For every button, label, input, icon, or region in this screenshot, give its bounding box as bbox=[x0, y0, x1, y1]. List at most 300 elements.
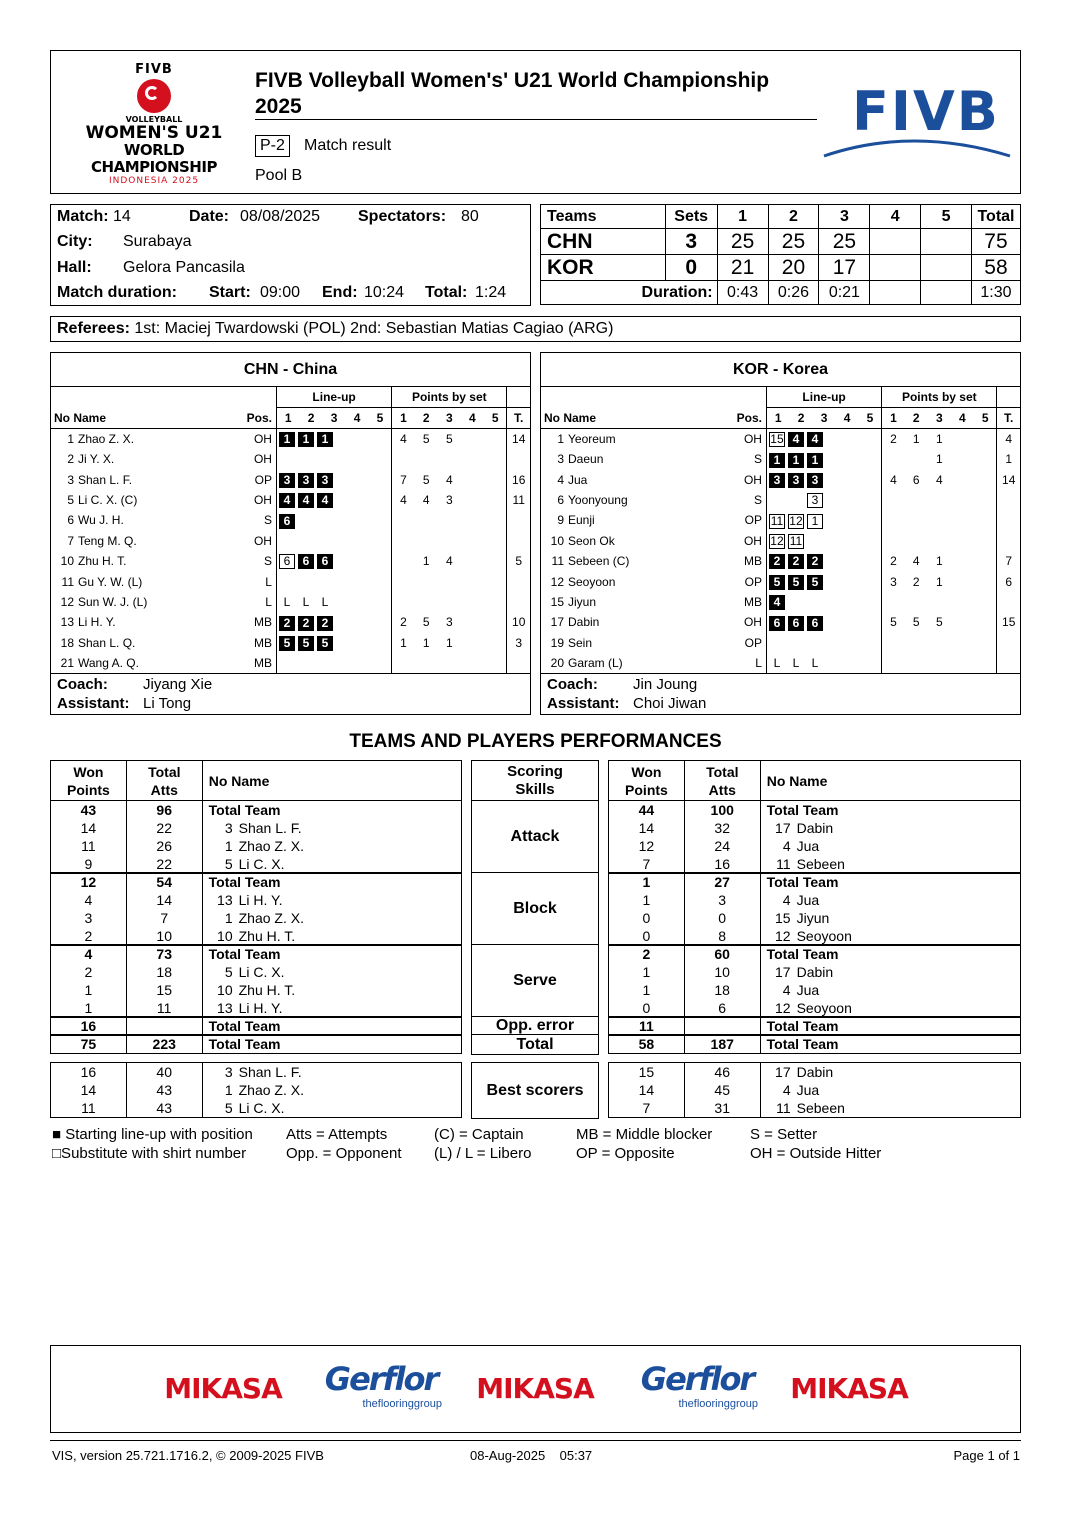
set-points bbox=[484, 551, 507, 571]
lineup-cell bbox=[766, 449, 881, 469]
total-atts: 11 bbox=[126, 999, 202, 1018]
player-name: Shan L. Q. bbox=[78, 635, 136, 650]
set-col-header: 4 bbox=[951, 408, 974, 429]
player-cell bbox=[541, 612, 736, 632]
set-points: 2 bbox=[882, 551, 905, 571]
duration-label: Match duration: bbox=[57, 284, 177, 301]
starting-position-badge: 3 bbox=[317, 473, 333, 488]
player-row bbox=[51, 612, 530, 632]
total-atts: 60 bbox=[684, 945, 760, 964]
player-name: Yeoreum bbox=[568, 432, 616, 446]
perf-row bbox=[51, 1099, 462, 1118]
perf-row bbox=[609, 801, 1021, 820]
total-atts: 22 bbox=[126, 819, 202, 837]
perf-row bbox=[51, 801, 462, 820]
set-points bbox=[461, 429, 484, 450]
set-points bbox=[951, 510, 974, 530]
set-points bbox=[928, 510, 951, 530]
header-line: Points bbox=[67, 781, 110, 798]
player-position: OH bbox=[253, 432, 272, 446]
player-position: OP bbox=[744, 635, 762, 650]
starting-position-badge: 5 bbox=[298, 636, 314, 651]
won-points: 9 bbox=[51, 855, 127, 874]
lineup-cell bbox=[276, 633, 391, 653]
footer-page: Page 1 of 1 bbox=[953, 1448, 1020, 1463]
player-row bbox=[51, 571, 530, 591]
player-cell bbox=[541, 551, 736, 571]
set-duration: 0:26 bbox=[768, 281, 819, 305]
player-name: Wu J. H. bbox=[78, 513, 124, 528]
perf-table bbox=[608, 800, 1021, 874]
perf-row bbox=[51, 1035, 462, 1054]
starting-position-badge: 6 bbox=[788, 616, 804, 631]
player-total bbox=[997, 490, 1020, 510]
player-name: Total Team bbox=[208, 874, 281, 890]
player-number: 4 bbox=[557, 472, 564, 487]
match-number: 14 bbox=[113, 208, 131, 225]
total-atts: 54 bbox=[126, 873, 202, 892]
set-points bbox=[484, 429, 507, 450]
starting-position-badge: 1 bbox=[317, 432, 333, 447]
set-points bbox=[951, 633, 974, 653]
player-cell bbox=[760, 1081, 1020, 1099]
player-name: Jua bbox=[796, 1082, 820, 1098]
player-name: Jua bbox=[796, 892, 820, 908]
won-points: 3 bbox=[51, 909, 127, 927]
player-number: 11 bbox=[776, 1100, 791, 1116]
lineup-cell bbox=[766, 510, 881, 530]
starting-position-badge: 2 bbox=[298, 616, 314, 631]
performances-title: TEAMS AND PLAYERS PERFORMANCES bbox=[349, 731, 722, 752]
set-points bbox=[484, 510, 507, 530]
set-points bbox=[461, 449, 484, 469]
match-label: Match: bbox=[57, 208, 109, 225]
substitute-badge: 15 bbox=[770, 432, 784, 447]
set-points: 1 bbox=[935, 452, 943, 467]
perf-table bbox=[608, 760, 1021, 801]
player-cell bbox=[202, 963, 461, 981]
player-cell bbox=[760, 909, 1020, 927]
won-points: 15 bbox=[609, 1063, 685, 1082]
set-points bbox=[484, 571, 507, 591]
perf-row bbox=[609, 909, 1021, 927]
score-cell: 25 bbox=[819, 229, 870, 255]
player-position: OP bbox=[744, 513, 762, 528]
perf-row bbox=[609, 819, 1021, 837]
coach-name: Jin Joung bbox=[633, 676, 698, 694]
set-points bbox=[438, 510, 461, 530]
set-points: 1 bbox=[935, 554, 943, 569]
starting-position-badge: 3 bbox=[788, 473, 804, 488]
sponsor-name: MIKASA bbox=[790, 1372, 908, 1405]
set-col-header: 3 bbox=[928, 408, 951, 429]
won-points: 11 bbox=[51, 837, 127, 855]
set-points bbox=[951, 490, 974, 510]
lineup-cell bbox=[276, 592, 391, 612]
set-points: 4 bbox=[882, 469, 905, 489]
player-cell bbox=[760, 963, 1020, 981]
player-number: 10 bbox=[550, 533, 564, 548]
lineup-cell bbox=[276, 531, 391, 551]
total-atts: 187 bbox=[684, 1035, 760, 1054]
set-points bbox=[392, 653, 415, 673]
won-points: 0 bbox=[609, 999, 685, 1018]
set-points: 1 bbox=[422, 635, 430, 650]
player-row bbox=[51, 469, 530, 489]
scoring-skills-header bbox=[471, 760, 599, 801]
won-points: 7 bbox=[609, 855, 685, 874]
player-name: Jua bbox=[568, 472, 588, 487]
page-title: FIVB Volleyball Women's' U21 World Championship 2025 bbox=[255, 69, 770, 118]
spectators-value: 80 bbox=[461, 208, 479, 225]
starting-position-badge: 1 bbox=[279, 432, 295, 447]
coach-block bbox=[51, 673, 530, 714]
player-name: Li H. Y. bbox=[78, 615, 116, 630]
player-cell bbox=[51, 429, 246, 450]
perf-row bbox=[609, 855, 1021, 874]
title-underline bbox=[255, 119, 817, 120]
player-cell bbox=[202, 1063, 461, 1082]
substitute-badge: 12 bbox=[789, 513, 803, 528]
lineup-cell bbox=[276, 469, 391, 489]
won-points: 4 bbox=[51, 891, 127, 909]
set-points bbox=[392, 531, 415, 551]
player-name: Shan L. F. bbox=[238, 1064, 302, 1080]
set-points bbox=[484, 490, 507, 510]
player-number: 10 bbox=[217, 928, 233, 944]
set-points bbox=[974, 469, 997, 489]
player-cell bbox=[760, 999, 1020, 1018]
set-points bbox=[415, 571, 438, 591]
coach-block bbox=[541, 673, 1020, 714]
set-points bbox=[415, 592, 438, 612]
player-cell bbox=[51, 592, 246, 612]
mikasa-logo bbox=[158, 1360, 288, 1405]
player-number: 11 bbox=[776, 856, 791, 872]
player-name: Li H. Y. bbox=[238, 892, 283, 908]
score-cell: 21 bbox=[717, 255, 768, 281]
player-name: Sun W. J. (L) bbox=[78, 594, 148, 609]
sponsor-sub: theflooringgroup bbox=[678, 1398, 758, 1410]
player-total: 3 bbox=[507, 633, 530, 653]
player-cell bbox=[202, 999, 461, 1018]
total-atts: 8 bbox=[684, 927, 760, 946]
set-points: 4 bbox=[445, 554, 453, 569]
starting-position-badge: 5 bbox=[807, 575, 823, 590]
player-cell bbox=[51, 469, 246, 489]
perf-row bbox=[609, 945, 1021, 964]
player-number: 1 bbox=[224, 1082, 233, 1098]
player-row bbox=[541, 633, 1020, 653]
starting-position-badge: 6 bbox=[769, 616, 785, 631]
no-name-header: No Name bbox=[760, 761, 1020, 801]
set-col-header: 2 bbox=[300, 408, 323, 429]
starting-position-badge: 3 bbox=[769, 473, 785, 488]
player-cell bbox=[760, 837, 1020, 855]
perf-row bbox=[609, 1081, 1021, 1099]
total-atts: 31 bbox=[684, 1099, 760, 1118]
set-points bbox=[951, 551, 974, 571]
libero-mark: L bbox=[792, 656, 800, 671]
player-name: Seoyoon bbox=[796, 928, 852, 944]
player-name: Seoyoon bbox=[796, 1000, 852, 1016]
set-points bbox=[438, 571, 461, 591]
player-cell bbox=[51, 653, 246, 673]
player-number: 5 bbox=[67, 492, 74, 507]
set-points bbox=[392, 551, 415, 571]
sponsor-name: Gerflor bbox=[324, 1360, 438, 1398]
set-points bbox=[461, 653, 484, 673]
team-title: KOR - Korea bbox=[541, 353, 1020, 387]
won-points: 2 bbox=[51, 927, 127, 946]
player-name: Jua bbox=[796, 838, 820, 854]
set-points bbox=[484, 449, 507, 469]
player-name: Ji Y. X. bbox=[78, 452, 115, 467]
set-col-header: 5 bbox=[974, 408, 997, 429]
player-name: Zhu H. T. bbox=[238, 982, 296, 998]
lineup-cell bbox=[766, 490, 881, 510]
set-points bbox=[905, 633, 928, 653]
set-points bbox=[905, 490, 928, 510]
total-atts: 7 bbox=[126, 909, 202, 927]
set-col-header: 1 bbox=[276, 408, 299, 429]
won-points: 0 bbox=[609, 909, 685, 927]
player-row bbox=[541, 592, 1020, 612]
score-header-cell: 3 bbox=[819, 205, 870, 229]
header-line: Atts bbox=[708, 781, 736, 798]
set-col-header: 4 bbox=[836, 408, 859, 429]
player-total bbox=[507, 653, 530, 673]
player-cell bbox=[760, 1099, 1020, 1118]
set-col-header: 3 bbox=[438, 408, 461, 429]
perf-row bbox=[51, 1063, 462, 1082]
legend-item: ■ Starting line-up with position bbox=[52, 1126, 253, 1143]
header-line: Won bbox=[631, 763, 662, 780]
player-cell bbox=[51, 633, 246, 653]
set-points bbox=[951, 429, 974, 450]
won-points: 4 bbox=[51, 945, 127, 964]
sponsor-name: MIKASA bbox=[164, 1372, 282, 1405]
set-points bbox=[461, 490, 484, 510]
referees-row bbox=[57, 320, 613, 338]
player-name: Total Team bbox=[208, 1036, 281, 1052]
player-name: Teng M. Q. bbox=[78, 533, 137, 548]
player-total: 5 bbox=[507, 551, 530, 571]
player-name: Jua bbox=[796, 982, 820, 998]
perf-row bbox=[609, 891, 1021, 909]
player-name: Li H. Y. bbox=[238, 1000, 283, 1016]
set-points bbox=[438, 449, 461, 469]
set-points: 4 bbox=[445, 472, 453, 487]
player-row bbox=[541, 531, 1020, 551]
won-points: 11 bbox=[609, 1017, 685, 1036]
won-points: 44 bbox=[609, 801, 685, 820]
total-atts: 43 bbox=[126, 1081, 202, 1099]
player-row bbox=[541, 510, 1020, 530]
set-duration bbox=[870, 281, 921, 305]
set-points bbox=[928, 653, 951, 673]
player-cell bbox=[760, 945, 1020, 964]
set-col-header: 3 bbox=[813, 408, 836, 429]
assistant-name: Li Tong bbox=[143, 695, 192, 713]
player-total: 11 bbox=[507, 490, 530, 510]
player-cell bbox=[202, 981, 461, 999]
footer-datetime: 08-Aug-2025 05:37 bbox=[470, 1448, 593, 1463]
starting-position-badge: 6 bbox=[317, 554, 333, 569]
player-total bbox=[507, 531, 530, 551]
player-name: Total Team bbox=[208, 802, 281, 818]
starting-position-badge: 4 bbox=[317, 493, 333, 508]
set-points: 2 bbox=[392, 612, 415, 632]
perf-row bbox=[609, 837, 1021, 855]
set-points bbox=[415, 653, 438, 673]
perf-row bbox=[609, 999, 1021, 1018]
player-row bbox=[541, 449, 1020, 469]
set-points: 5 bbox=[935, 615, 943, 630]
won-points: 43 bbox=[51, 801, 127, 820]
player-number: 3 bbox=[557, 452, 564, 467]
player-name: Total Team bbox=[766, 946, 839, 962]
won-points: 14 bbox=[51, 819, 127, 837]
sponsor-name: MIKASA bbox=[476, 1372, 594, 1405]
player-number: 3 bbox=[224, 1064, 233, 1080]
skill-label: Best scorers bbox=[471, 1062, 599, 1119]
set-points: 4 bbox=[422, 492, 430, 507]
perf-row bbox=[609, 1063, 1021, 1082]
set-duration: 0:43 bbox=[717, 281, 768, 305]
total-value: 1:24 bbox=[475, 284, 507, 301]
total-atts bbox=[684, 1017, 760, 1036]
player-number: 10 bbox=[60, 554, 74, 569]
pool-label: Pool B bbox=[255, 167, 303, 184]
player-number: 9 bbox=[557, 513, 564, 528]
skill-label: Block bbox=[471, 872, 599, 945]
player-total: 16 bbox=[507, 469, 530, 489]
perf-table bbox=[608, 1016, 1021, 1036]
player-number: 4 bbox=[782, 982, 791, 998]
set-points bbox=[415, 449, 438, 469]
logo-fivb-text: FIVB bbox=[135, 62, 173, 77]
player-cell bbox=[202, 1035, 461, 1054]
player-position: OP bbox=[254, 472, 272, 487]
perf-table bbox=[50, 800, 462, 874]
perf-table bbox=[50, 1016, 462, 1036]
player-name: Seon Ok bbox=[568, 533, 615, 548]
player-number: 12 bbox=[60, 594, 74, 609]
score-cell: 17 bbox=[819, 255, 870, 281]
header-line: Points bbox=[625, 781, 668, 798]
libero-mark: L bbox=[773, 656, 781, 671]
player-name: Dabin bbox=[796, 964, 834, 980]
set-col-header: 4 bbox=[346, 408, 369, 429]
player-cell bbox=[541, 592, 736, 612]
pos-header: Pos. bbox=[736, 408, 766, 429]
player-total bbox=[507, 571, 530, 591]
player-number: 19 bbox=[550, 635, 564, 650]
player-cell bbox=[202, 873, 461, 892]
player-cell bbox=[202, 1081, 461, 1099]
starting-position-badge: 2 bbox=[807, 554, 823, 569]
player-cell bbox=[202, 945, 461, 964]
perf-row bbox=[609, 1017, 1021, 1036]
set-points bbox=[882, 531, 905, 551]
player-row bbox=[51, 531, 530, 551]
perf-table bbox=[608, 944, 1021, 1018]
lineup-cell bbox=[276, 429, 391, 450]
player-row bbox=[541, 469, 1020, 489]
player-number: 3 bbox=[67, 472, 74, 487]
total-atts: 6 bbox=[684, 999, 760, 1018]
score-cell: 3 bbox=[665, 229, 717, 255]
match-code-badge: P-2 bbox=[255, 135, 290, 157]
start-value: 09:00 bbox=[260, 284, 301, 301]
total-atts: 15 bbox=[126, 981, 202, 999]
total-atts: 96 bbox=[126, 801, 202, 820]
perf-row bbox=[51, 963, 462, 981]
perf-row bbox=[51, 819, 462, 837]
player-cell bbox=[202, 1099, 461, 1118]
player-number: 2 bbox=[67, 452, 74, 467]
player-name: Shan L. F. bbox=[78, 472, 133, 487]
set-points bbox=[461, 612, 484, 632]
player-name: Dabin bbox=[796, 1064, 834, 1080]
footer-version: VIS, version 25.721.1716.2, © 2009-2025 FIVB bbox=[52, 1448, 324, 1463]
set-points bbox=[461, 531, 484, 551]
logo-line2: WORLD CHAMPIONSHIP bbox=[91, 141, 217, 176]
total-atts: 27 bbox=[684, 873, 760, 892]
set-points bbox=[461, 551, 484, 571]
total-atts: 32 bbox=[684, 819, 760, 837]
player-total bbox=[507, 449, 530, 469]
player-total bbox=[997, 633, 1020, 653]
set-points bbox=[392, 510, 415, 530]
championship-logo bbox=[60, 62, 248, 186]
total-atts: 24 bbox=[684, 837, 760, 855]
player-number: 12 bbox=[550, 574, 564, 589]
player-number: 6 bbox=[67, 513, 74, 528]
header-line: Total bbox=[148, 763, 181, 780]
player-position: S bbox=[753, 452, 762, 467]
player-total bbox=[997, 653, 1020, 673]
set-points bbox=[882, 653, 905, 673]
set-points bbox=[951, 469, 974, 489]
player-cell bbox=[760, 1063, 1020, 1082]
player-cell bbox=[760, 927, 1020, 946]
player-row bbox=[541, 429, 1020, 450]
libero-mark: L bbox=[811, 656, 819, 671]
starting-position-badge: 4 bbox=[769, 595, 785, 610]
libero-mark: L bbox=[302, 595, 310, 610]
player-cell bbox=[541, 653, 736, 673]
roster-table bbox=[541, 387, 1020, 673]
player-cell bbox=[760, 873, 1020, 892]
player-name: Zhao Z. X. bbox=[238, 838, 304, 854]
set-points: 3 bbox=[445, 615, 453, 630]
starting-position-badge: 5 bbox=[279, 636, 295, 651]
player-row bbox=[541, 571, 1020, 591]
player-cell bbox=[202, 891, 461, 909]
set-col-header: 1 bbox=[766, 408, 789, 429]
perf-table bbox=[608, 1062, 1021, 1118]
player-number: 4 bbox=[782, 1082, 791, 1098]
player-position: L bbox=[265, 574, 272, 589]
set-points: 5 bbox=[422, 615, 430, 630]
perf-row bbox=[609, 927, 1021, 946]
player-row bbox=[51, 449, 530, 469]
city-value: Surabaya bbox=[123, 233, 192, 250]
won-points: 1 bbox=[609, 891, 685, 909]
set-points: 5 bbox=[445, 432, 453, 446]
